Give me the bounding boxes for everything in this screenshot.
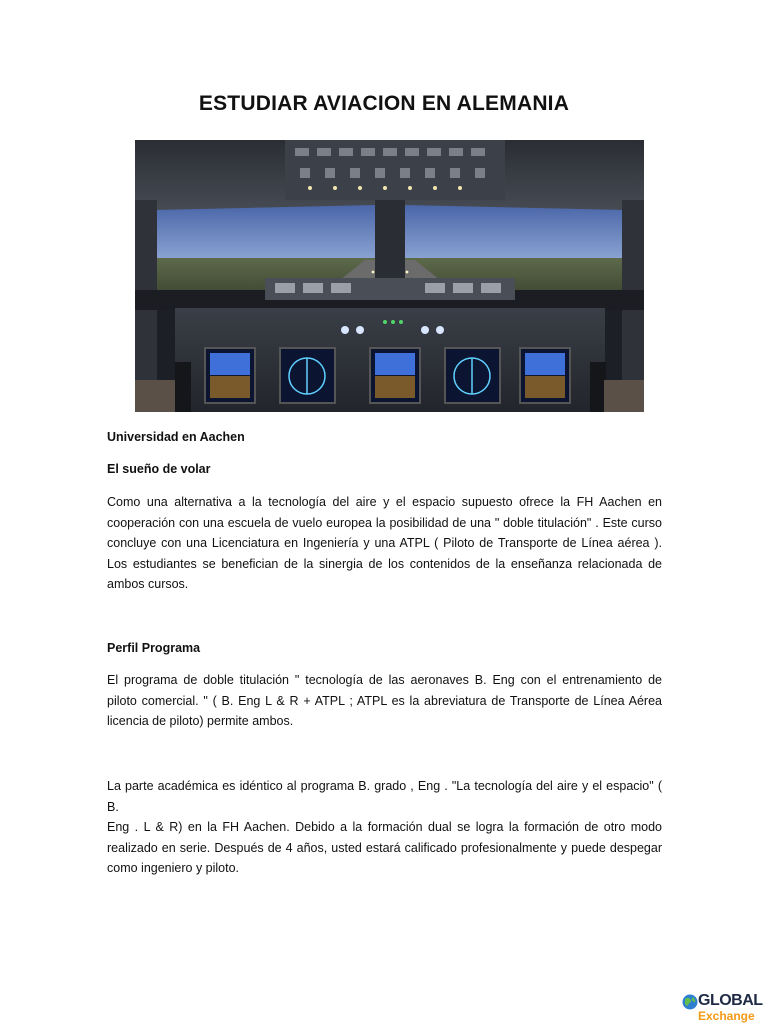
paragraph-line: Como una alternativa a la tecnología del aire y el espacio supuesto ofrece la FH Aachen en xyxy=(107,495,662,509)
paragraph-line: ambos cursos. xyxy=(107,577,189,591)
paragraph-line: El programa de doble titulación " tecnología de las aeronaves B. Eng con el entrenamiento de xyxy=(107,673,662,687)
paragraph-line: Eng . L & R) en la FH Aachen. Debido a la formación dual se logra la formación de otro modo xyxy=(107,820,662,834)
page-title: ESTUDIAR AVIACION EN ALEMANIA xyxy=(198,92,570,115)
paragraph-line: Los estudiantes se benefician de la sinergia de los contenidos de la enseñanza relacionada de xyxy=(107,556,662,571)
paragraph-line: como ingeniero y piloto. xyxy=(107,861,240,875)
paragraph-profile xyxy=(107,670,662,732)
paragraph-line: piloto comercial. " ( B. Eng L & R + ATPL ; ATPL es la abreviatura de Transporte de Línea Aérea xyxy=(107,693,662,708)
cockpit-illustration xyxy=(135,140,644,412)
section-heading-university: Universidad en Aachen xyxy=(107,430,245,444)
paragraph-line: realizado en serie. Después de 4 años, usted estará calificado profesionalmente y puede despegar xyxy=(107,840,662,855)
paragraph-line: La parte académica es idéntico al programa B. grado , Eng . "La tecnología del aire y el espacio" ( B. xyxy=(107,779,662,814)
paragraph-academic xyxy=(107,776,662,879)
global-exchange-logo xyxy=(680,992,768,1024)
globe-icon xyxy=(682,994,698,1010)
logo-word-global: GLOBAL xyxy=(698,992,763,1009)
paragraph-intro xyxy=(107,492,662,595)
paragraph-line: concluye con una Licenciatura en Ingeniería y una ATPL ( Piloto de Transporte de Línea aérea ). xyxy=(107,536,662,550)
paragraph-line: licencia de piloto) permite ambos. xyxy=(107,714,294,728)
paragraph-line: cooperación con una escuela de vuelo europea la posibilidad de una " doble titulación" . Este curso xyxy=(107,515,662,530)
section-subheading-dream: El sueño de volar xyxy=(107,462,211,476)
logo-word-exchange: Exchange xyxy=(698,1009,755,1023)
section-heading-profile: Perfil Programa xyxy=(107,641,201,655)
cockpit-photo xyxy=(135,140,644,412)
